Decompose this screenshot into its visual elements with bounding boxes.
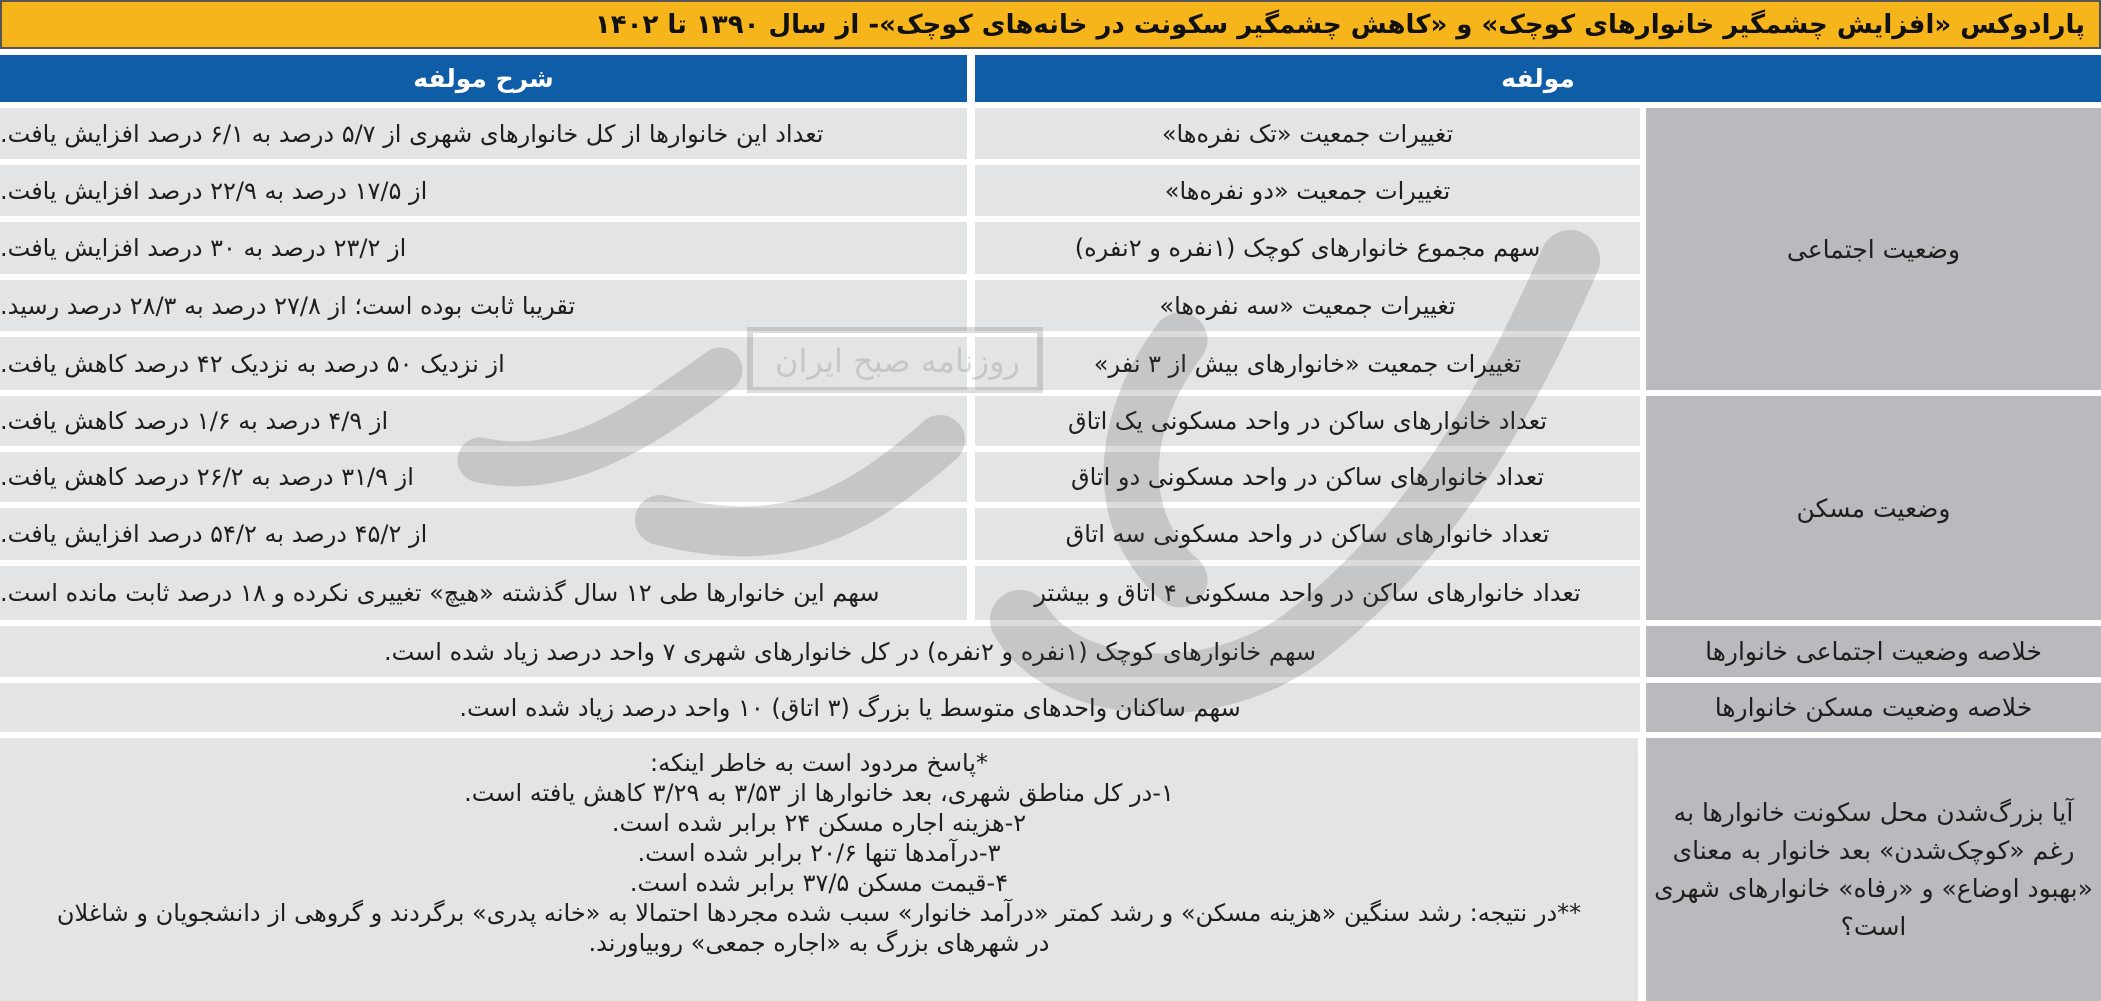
component-cell: تغییرات جمعیت «تک نفره‌ها» (975, 108, 1640, 159)
category-housing: وضعیت مسکن (1646, 396, 2101, 620)
description-cell: سهم این خانوارها طی ۱۲ سال گذشته «هیچ» تغییری نکرده و ۱۸ درصد ثابت مانده است. (0, 566, 967, 620)
question-line: است؟ (1840, 911, 1907, 941)
component-cell: تعداد خانوارهای ساکن در واحد مسکونی دو اتاق (975, 452, 1640, 502)
summary-housing: سهم ساکنان واحدهای متوسط یا بزرگ (۳ اتاق) ۱۰ واحد درصد زیاد شده است. (0, 683, 1640, 732)
category-social-summary: خلاصه وضعیت اجتماعی خانوارها (1646, 626, 2101, 677)
question-line: آیا بزرگ‌شدن محل سکونت خانوارها به (1673, 797, 2074, 827)
answer-line: ۳-درآمدها تنها ۲۰/۶ برابر شده است. (637, 839, 1001, 867)
component-cell: سهم مجموع خانوارهای کوچک (۱نفره و ۲نفره) (975, 222, 1640, 274)
description-cell: از ۳۱/۹ درصد به ۲۶/۲ درصد کاهش یافت. (0, 452, 967, 502)
answer-line: در شهرهای بزرگ به «اجاره جمعی» روبیاورند. (588, 929, 1050, 957)
description-cell: از ۲۳/۲ درصد به ۳۰ درصد افزایش یافت. (0, 222, 967, 274)
description-cell: از نزدیک ۵۰ درصد به نزدیک ۴۲ درصد کاهش یافت. (0, 337, 967, 390)
component-cell: تغییرات جمعیت «سه نفره‌ها» (975, 280, 1640, 331)
answer-line: **در نتیجه: رشد سنگین «هزینه مسکن» و رشد کمتر «درآمد خانوار» سبب شده مجردها احتمالا به «خانه پدری» برگردند و گروهی از دانشجویان و شاغلان (56, 899, 1582, 927)
description-cell: تعداد این خانوارها از کل خانوارهای شهری از ۵/۷ درصد به ۶/۱ درصد افزایش یافت. (0, 108, 967, 159)
answer-line: ۴-قیمت مسکن ۳۷/۵ برابر شده است. (629, 869, 1009, 897)
summary-social: سهم خانوارهای کوچک (۱نفره و ۲نفره) در کل خانوارهای شهری ۷ واحد درصد زیاد شده است. (0, 626, 1640, 677)
answer-block (0, 738, 1638, 1001)
component-cell: تعداد خانوارهای ساکن در واحد مسکونی یک اتاق (975, 396, 1640, 446)
component-cell: تعداد خانوارهای ساکن در واحد مسکونی ۴ اتاق و بیشتر (975, 566, 1640, 620)
component-cell: تعداد خانوارهای ساکن در واحد مسکونی سه اتاق (975, 508, 1640, 560)
header-component: مولفه (975, 55, 2101, 102)
question-line: رغم «کوچک‌شدن» بعد خانوار به معنای (1672, 835, 2075, 865)
description-cell: تقریبا ثابت بوده است؛ از ۲۷/۸ درصد به ۲۸/۳ درصد رسید. (0, 280, 967, 331)
category-social: وضعیت اجتماعی (1646, 108, 2101, 390)
watermark-text: روزنامه (920, 342, 1020, 380)
category-question (1646, 738, 2101, 1001)
component-cell: تغییرات جمعیت «دو نفره‌ها» (975, 165, 1640, 216)
header-description: شرح مولفه (0, 55, 967, 102)
description-cell: از ۴۵/۲ درصد به ۵۴/۲ درصد افزایش یافت. (0, 508, 967, 560)
component-cell: تغییرات جمعیت «خانوارهای بیش از ۳ نفر» (975, 337, 1640, 390)
description-cell: از ۱۷/۵ درصد به ۲۲/۹ درصد افزایش یافت. (0, 165, 967, 216)
category-housing-summary: خلاصه وضعیت مسکن خانوارها (1646, 683, 2101, 732)
answer-line: *پاسخ مردود است به خاطر اینکه: (650, 749, 988, 777)
answer-line: ۱-در کل مناطق شهری، بعد خانوارها از ۳/۵۳ به ۳/۲۹ کاهش یافته است. (464, 779, 1174, 807)
answer-line: ۲-هزینه اجاره مسکن ۲۴ برابر شده است. (611, 809, 1027, 837)
description-cell: از ۴/۹ درصد به ۱/۶ درصد کاهش یافت. (0, 396, 967, 446)
question-line: «بهبود اوضاع» و «رفاه» خانوارهای شهری (1654, 873, 2093, 903)
page-title: پارادوکس «افزایش چشمگیر خانوارهای کوچک» و «کاهش چشمگیر سکونت در خانه‌های کوچک»- از سال ۱۳۹۰ تا ۱۴۰۲ (0, 0, 2101, 49)
